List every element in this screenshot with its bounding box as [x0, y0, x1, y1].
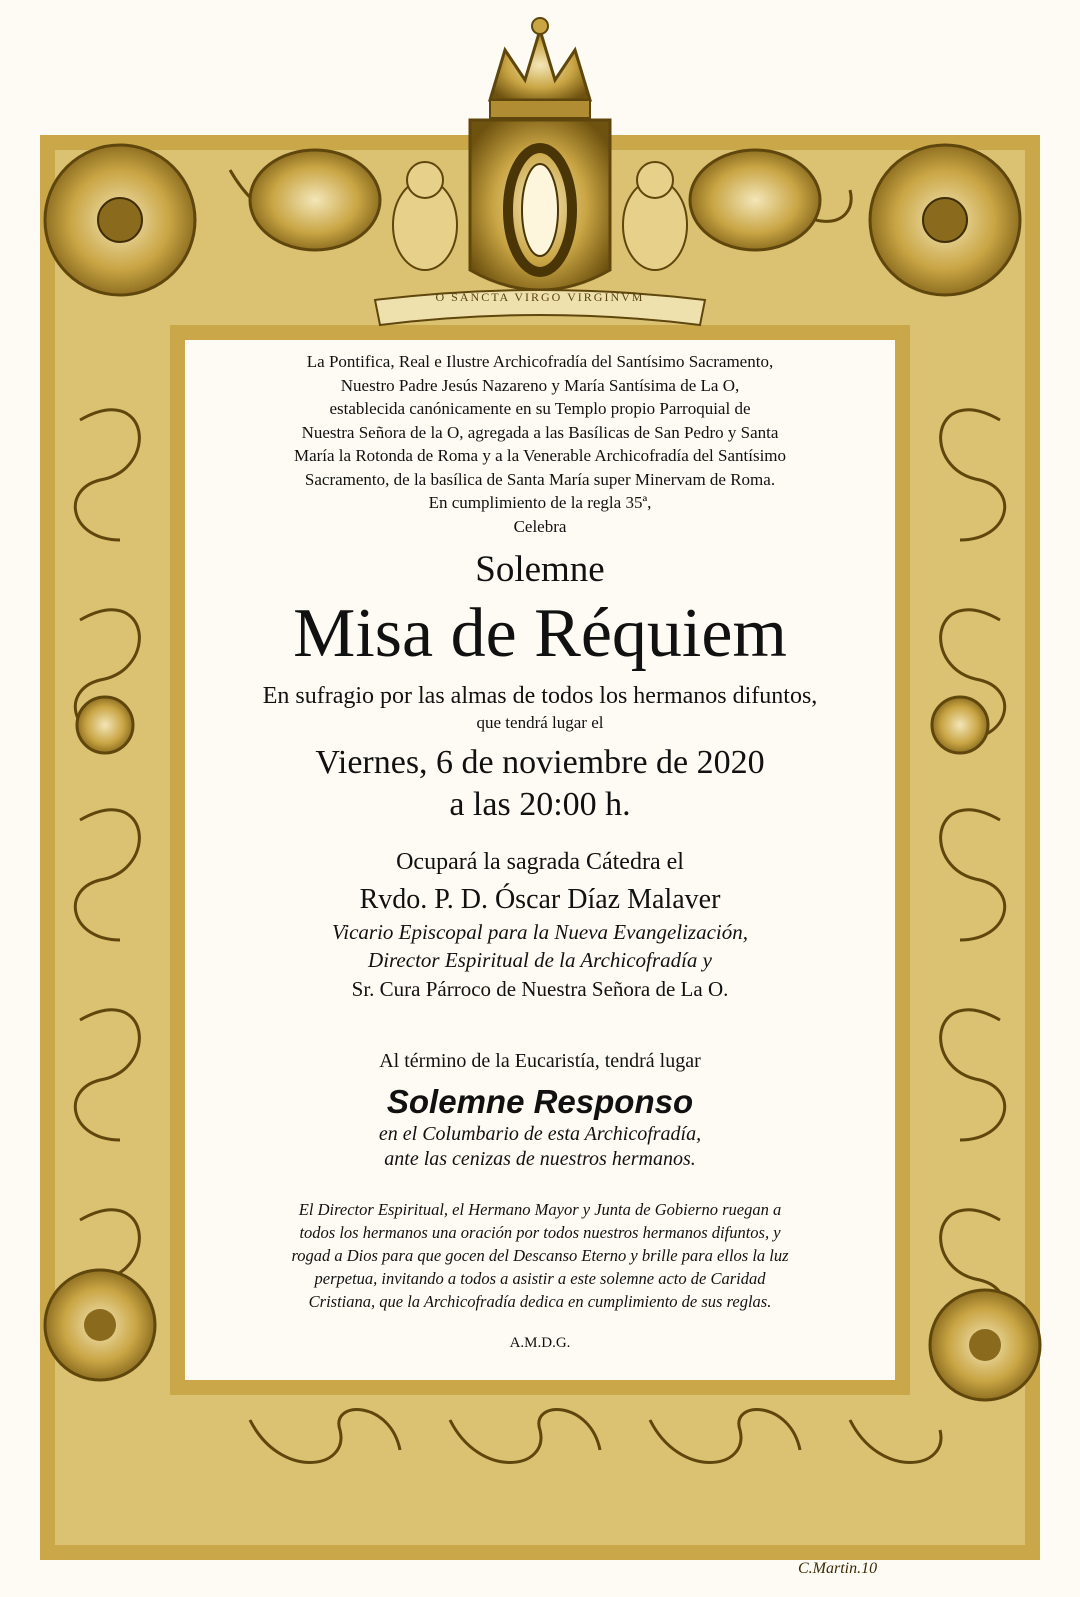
intro-line: Nuestro Padre Jesús Nazareno y María Santísima de La O,: [340, 375, 740, 395]
intro-paragraph: [190, 350, 890, 538]
rosette-left: [77, 697, 133, 753]
closing-line: perpetua, invitando a todos a asistir a este solemne acto de Caridad: [314, 1269, 766, 1288]
event-title: Misa de Réquiem: [293, 595, 787, 672]
corner-flower-top-right: [870, 145, 1020, 295]
event-date: Viernes, 6 de noviembre de 2020: [315, 744, 765, 781]
amdg-mark: A.M.D.G.: [509, 1335, 571, 1351]
notice-body: [190, 350, 890, 1353]
preacher-role: Sr. Cura Párroco de Nuestra Señora de La O.: [351, 977, 729, 1001]
intro-line: María la Rotonda de Roma y a la Venerable Archicofradía del Santísimo: [293, 446, 787, 465]
flower-bottom-right: [930, 1290, 1040, 1400]
intro-line: Nuestra Señora de la O, agregada a las Basílicas de San Pedro y Santa: [301, 422, 779, 442]
crest-motto: O SANCTA VIRGO VIRGINVM: [435, 290, 645, 304]
closing-line: rogad a Dios para que gocen del Descanso Eterno y brille para ellos la luz: [291, 1246, 789, 1265]
event-time: a las 20:00 h.: [449, 786, 631, 823]
responso-line: ante las cenizas de nuestros hermanos.: [384, 1148, 696, 1170]
event-purpose: En sufragio por las almas de todos los hermanos difuntos,: [262, 683, 818, 709]
event-kicker: Solemne: [475, 549, 605, 590]
artist-signature: C.Martin.10: [798, 1560, 878, 1577]
intro-line: establecida canónicamente en su Templo propio Parroquial de: [329, 399, 751, 418]
closing-line: todos los hermanos una oración por todos nuestros hermanos difuntos, y: [299, 1223, 781, 1242]
crown: [490, 18, 590, 118]
event-place-intro: que tendrá lugar el: [476, 713, 604, 732]
flower-bottom-left: [45, 1270, 155, 1380]
responso-title: Solemne Responso: [386, 1083, 694, 1120]
intro-line: En cumplimiento de la regla 35ª,: [428, 493, 652, 512]
preacher-name: Rvdo. P. D. Óscar Díaz Malaver: [359, 884, 721, 915]
closing-line: Cristiana, que la Archicofradía dedica en cumplimiento de sus reglas.: [308, 1292, 772, 1311]
closing-line: El Director Espiritual, el Hermano Mayor y Junta de Gobierno ruegan a: [298, 1200, 782, 1219]
shield-emblem: [470, 120, 610, 290]
intro-line: La Pontifica, Real e Ilustre Archicofradía del Santísimo Sacramento,: [306, 352, 774, 371]
intro-line: Celebra: [513, 516, 567, 536]
responso-line: en el Columbario de esta Archicofradía,: [378, 1123, 702, 1145]
preacher-role: Director Espiritual de la Archicofradía y: [368, 948, 712, 972]
preacher-role: Vicario Episcopal para la Nueva Evangelización,: [331, 920, 749, 944]
closing-paragraph: [170, 1198, 910, 1313]
preacher-intro: Ocupará la sagrada Cátedra el: [396, 849, 684, 875]
rosette-right: [932, 697, 988, 753]
intro-line: Sacramento, de la basílica de Santa María super Minervam de Roma.: [304, 469, 776, 489]
corner-flower-top-left: [45, 145, 195, 295]
responso-intro: Al término de la Eucaristía, tendrá lugar: [379, 1050, 701, 1072]
